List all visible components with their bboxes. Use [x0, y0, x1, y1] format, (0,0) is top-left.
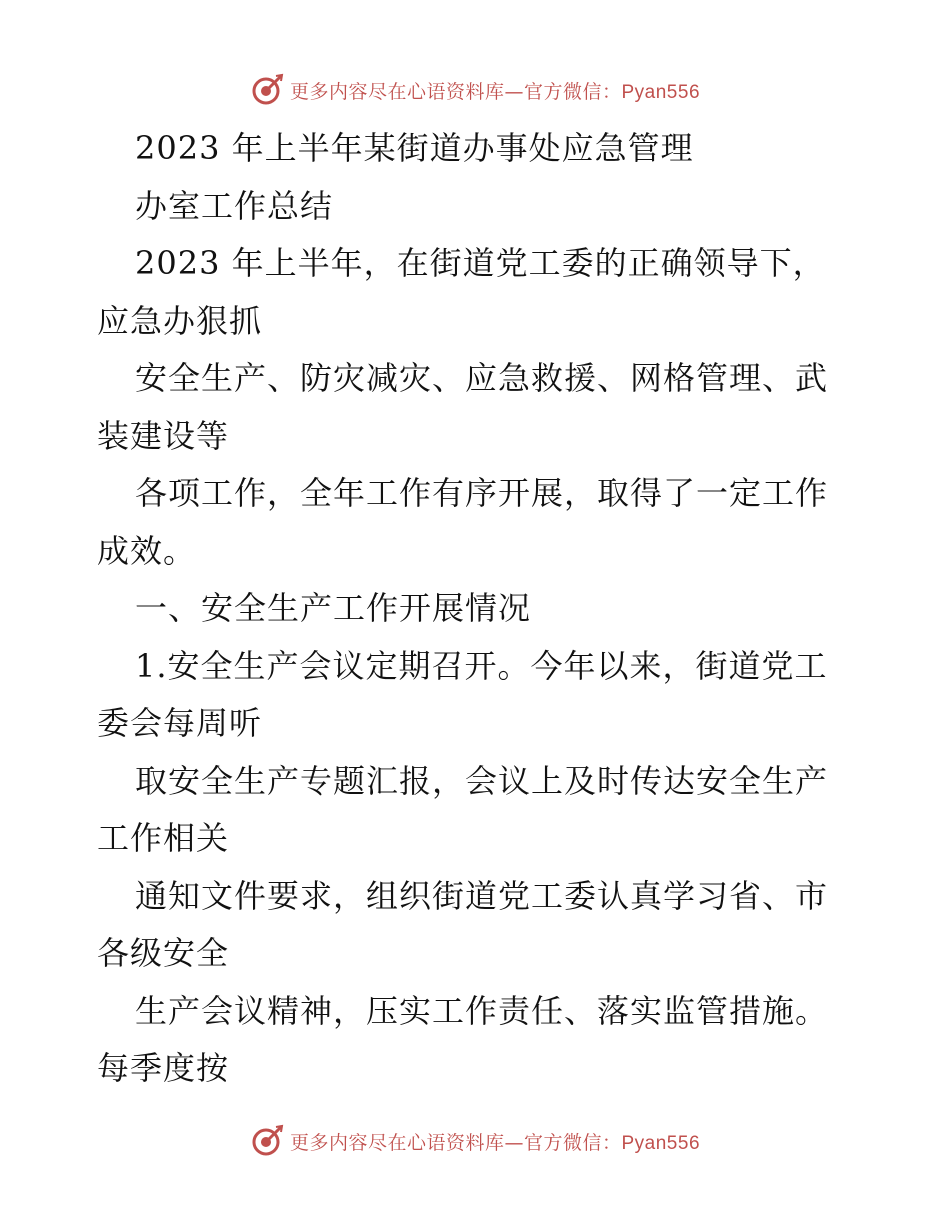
doc-line: 成效。 [97, 531, 197, 570]
doc-line: 每季度按 [97, 1049, 230, 1087]
footer-banner-label: 更多内容尽在心语资料库—官方微信： [289, 1131, 622, 1154]
header-banner-text [290, 77, 700, 104]
footer-banner-text [290, 1128, 700, 1155]
doc-line: 工作相关 [97, 819, 230, 857]
doc-line: 委会每周听 [97, 704, 263, 742]
doc-line: 2023 年上半年某街道办事处应急管理 [135, 129, 694, 167]
doc-line: 1.安全生产会议定期召开。今年以来，街道党工 [135, 646, 828, 685]
document-body [97, 120, 857, 1098]
doc-line: 装建设等 [97, 416, 230, 455]
doc-line: 办室工作总结 [135, 186, 334, 225]
doc-line: 各级安全 [97, 934, 230, 972]
doc-line: 2023 年上半年，在街道党工委的正确领导下， [135, 244, 826, 282]
header-banner-content [250, 73, 700, 107]
footer-banner [0, 1121, 950, 1161]
doc-line: 应急办狠抓 [97, 301, 263, 340]
doc-line: 通知文件要求，组织街道党工委认真学习省、市 [135, 876, 829, 915]
doc-line: 取安全生产专题汇报，会议上及时传达安全生产 [135, 761, 829, 800]
doc-line: 安全生产、防灾减灾、应急救援、网格管理、武 [135, 359, 829, 397]
brand-logo-icon [250, 73, 284, 107]
header-banner-id: Pyan556 [621, 81, 701, 103]
doc-line: 一、安全生产工作开展情况 [135, 589, 532, 627]
footer-banner-id: Pyan556 [621, 1132, 701, 1154]
header-banner-label: 更多内容尽在心语资料库—官方微信： [289, 80, 622, 103]
brand-logo-icon [250, 1124, 284, 1158]
footer-banner-content [250, 1124, 700, 1158]
header-banner [0, 70, 950, 110]
doc-line: 生产会议精神，压实工作责任、落实监管措施。 [135, 991, 829, 1030]
doc-line: 各项工作，全年工作有序开展，取得了一定工作 [135, 474, 829, 512]
